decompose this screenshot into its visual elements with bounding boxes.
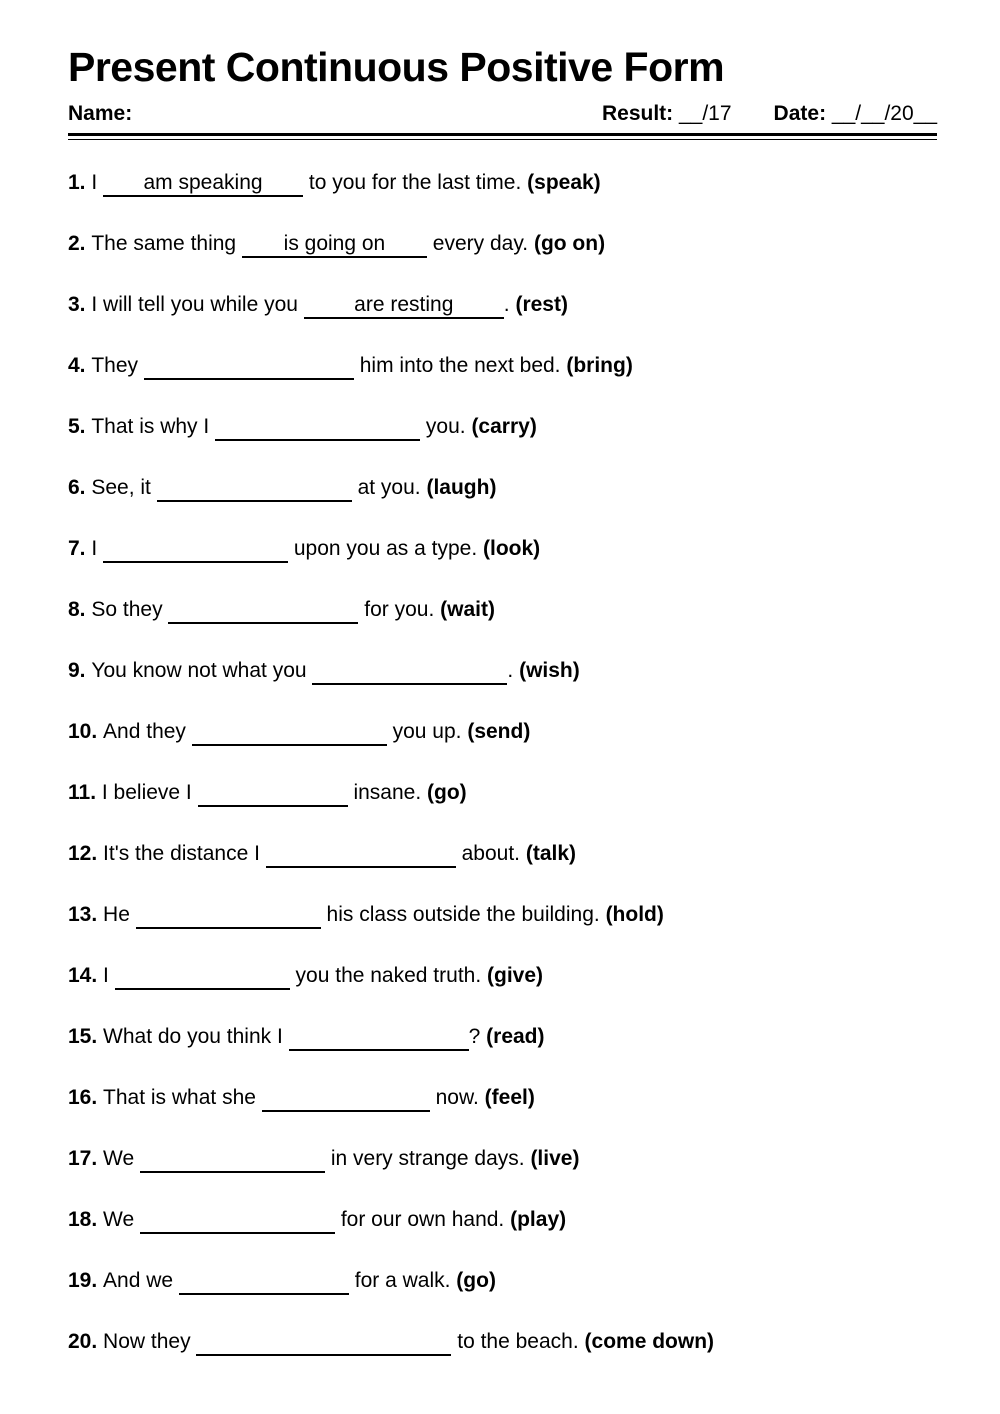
answer-blank[interactable] [266,842,456,868]
item-number: 8. [68,598,92,621]
answer-blank[interactable] [179,1269,349,1295]
exercise-item [68,170,937,197]
verb-hint: (bring) [566,354,633,377]
verb-hint: (send) [467,720,531,743]
exercise-item [68,292,937,319]
exercise-item [68,1085,937,1112]
item-text-pre: I will tell you while you [91,293,304,316]
answer-text: is going on [283,232,386,255]
item-text-post: his class outside the building. [320,903,606,926]
answer-blank[interactable] [215,415,420,441]
item-text-post: you. [420,415,472,438]
item-text-pre: And they [103,720,192,743]
answer-blank[interactable] [168,598,358,624]
item-text-post: to you for the last time. [303,171,528,194]
item-text-post: him into the next bed. [353,354,567,377]
answer-text [270,781,276,804]
verb-hint: (live) [530,1147,580,1170]
answer-text [193,537,199,560]
header-meta-row [68,101,937,126]
answer-text [251,476,257,499]
verb-hint: (carry) [471,415,537,438]
date-label: Date: [773,102,827,125]
date-value: __/__/20__ [826,102,937,125]
exercise-item [68,414,937,441]
item-text-post: you up. [386,720,468,743]
answer-text [286,720,292,743]
item-number: 12. [68,842,104,865]
answer-blank[interactable] [103,171,303,197]
item-number: 17. [68,1147,104,1170]
item-number: 7. [68,537,92,560]
page-title: Present Continuous Positive Form [68,44,725,90]
answer-blank[interactable] [242,232,427,258]
item-number: 5. [68,415,92,438]
item-text-post: for our own hand. [335,1208,511,1231]
item-text-post: at you. [351,476,427,499]
item-number: 19. [68,1269,104,1292]
item-number: 9. [68,659,92,682]
item-text-pre: See, it [91,476,157,499]
result-value: __/17 [673,102,732,125]
date-group [774,101,937,126]
answer-blank[interactable] [136,903,321,929]
verb-hint: (read) [486,1025,545,1048]
item-text-pre: He [103,903,136,926]
item-text-pre: Now they [103,1330,197,1353]
item-number: 11. [68,781,102,804]
item-text-post: for you. [358,598,441,621]
answer-text [358,842,364,865]
item-number: 1. [68,171,92,194]
item-text-post: . [503,293,516,316]
item-text-post: insane. [347,781,427,804]
item-text-post: you the naked truth. [289,964,487,987]
answer-text [246,354,252,377]
answer-text [235,1208,241,1231]
answer-blank[interactable] [289,1025,469,1051]
item-number: 4. [68,354,92,377]
verb-hint: (laugh) [426,476,497,499]
verb-hint: (go) [456,1269,496,1292]
exercise-item [68,536,937,563]
item-number: 18. [68,1208,104,1231]
item-text-post: about. [455,842,526,865]
exercise-item [68,1268,937,1295]
answer-blank[interactable] [140,1147,325,1173]
item-text-pre: What do you think I [103,1025,289,1048]
item-text-post: every day. [426,232,534,255]
verb-hint: (feel) [484,1086,535,1109]
verb-hint: (wish) [519,659,580,682]
result-group [602,101,732,126]
exercise-item [68,780,937,807]
answer-text [407,659,413,682]
verb-hint: (talk) [525,842,577,865]
answer-blank[interactable] [262,1086,430,1112]
item-text-pre: You know not what you [91,659,313,682]
item-number: 3. [68,293,92,316]
verb-hint: (go on) [533,232,606,255]
answer-blank[interactable] [144,354,354,380]
item-text-pre: I [91,171,104,194]
answer-blank[interactable] [312,659,507,685]
item-text-pre: That is what she [103,1086,262,1109]
answer-text [199,964,205,987]
item-number: 20. [68,1330,104,1353]
exercise-list [68,170,937,1356]
item-number: 2. [68,232,92,255]
answer-text [225,903,231,926]
answer-blank[interactable] [103,537,288,563]
exercise-item [68,231,937,258]
answer-blank[interactable] [192,720,387,746]
item-text-pre: I believe I [101,781,198,804]
exercise-item [68,719,937,746]
answer-blank[interactable] [157,476,352,502]
exercise-item [68,1329,937,1356]
item-text-post: in very strange days. [325,1147,531,1170]
answer-text: am speaking [143,171,263,194]
result-label: Result: [601,102,674,125]
verb-hint: (speak) [527,171,601,194]
item-text-pre: I [91,537,104,560]
exercise-item [68,963,937,990]
verb-hint: (rest) [515,293,568,316]
item-text-pre: We [103,1147,140,1170]
verb-hint: (give) [487,964,544,987]
exercise-item [68,1207,937,1234]
item-text-pre: It's the distance I [103,842,266,865]
exercise-item [68,475,937,502]
item-text-post: for a walk. [348,1269,457,1292]
answer-text [261,598,267,621]
item-number: 13. [68,903,104,926]
exercise-item [68,841,937,868]
answer-blank[interactable] [198,781,348,807]
item-number: 10. [68,720,104,743]
item-text-post: now. [429,1086,485,1109]
item-text-pre: And we [103,1269,179,1292]
verb-hint: (look) [483,537,541,560]
exercise-item [68,658,937,685]
answer-text [261,1269,267,1292]
answer-text [230,1147,236,1170]
answer-text [343,1086,349,1109]
item-text-pre: They [91,354,144,377]
answer-blank[interactable] [304,293,504,319]
answer-blank[interactable] [196,1330,451,1356]
exercise-item [68,1146,937,1173]
name-label: Name: [68,102,133,125]
item-text-post: ? [468,1025,487,1048]
answer-text [315,415,321,438]
answer-text: are resting [354,293,454,316]
item-text-pre: That is why I [91,415,216,438]
answer-text [376,1025,382,1048]
answer-blank[interactable] [115,964,290,990]
item-text-pre: So they [91,598,169,621]
exercise-item [68,597,937,624]
item-text-post: upon you as a type. [288,537,483,560]
exercise-item [68,1024,937,1051]
item-text-pre: We [103,1208,140,1231]
item-number: 6. [68,476,92,499]
exercise-item [68,353,937,380]
verb-hint: (go) [427,781,467,804]
exercise-item [68,902,937,929]
item-number: 14. [68,964,104,987]
answer-blank[interactable] [140,1208,335,1234]
verb-hint: (hold) [605,903,664,926]
verb-hint: (play) [510,1208,567,1231]
verb-hint: (wait) [440,598,495,621]
item-text-pre: I [103,964,115,987]
header-divider [68,133,937,140]
verb-hint: (come down) [584,1330,715,1353]
answer-text [321,1330,327,1353]
item-text-post: . [507,659,520,682]
item-number: 15. [68,1025,104,1048]
item-text-pre: The same thing [91,232,242,255]
item-number: 16. [68,1086,104,1109]
item-text-post: to the beach. [451,1330,585,1353]
